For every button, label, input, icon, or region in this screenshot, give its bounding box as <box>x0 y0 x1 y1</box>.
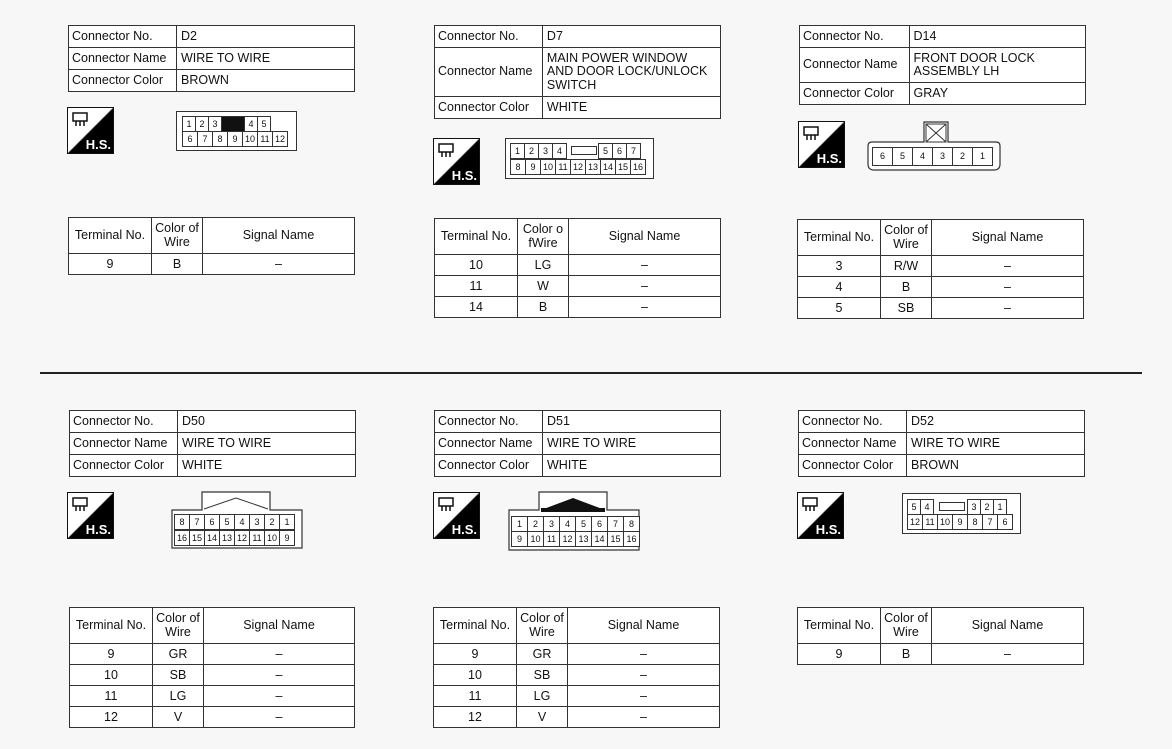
connector-no-label: Connector No. <box>799 411 907 433</box>
color-of-wire-header: Color of Wire <box>517 608 568 644</box>
terminal-no-header: Terminal No. <box>70 608 153 644</box>
harness-side-icon <box>67 492 114 539</box>
pin: 2 <box>980 499 994 515</box>
connector-no-value: D2 <box>177 26 355 48</box>
terminal-no: 11 <box>434 686 517 707</box>
terminal-no: 9 <box>798 644 881 665</box>
terminal-no: 10 <box>70 665 153 686</box>
pin: 3 <box>208 116 222 132</box>
pin: 9 <box>525 159 541 175</box>
pin: 3 <box>538 143 553 159</box>
wire-color: V <box>153 707 204 728</box>
connector-no-value: D50 <box>178 411 356 433</box>
pin: 10 <box>242 131 258 147</box>
table-row <box>70 686 355 707</box>
pin: 4 <box>559 516 576 532</box>
pin: 1 <box>279 514 295 530</box>
pin: 7 <box>607 516 624 532</box>
pin-row-bottom-d51 <box>512 531 640 547</box>
pin: 8 <box>212 131 228 147</box>
signal-name-header: Signal Name <box>204 608 355 644</box>
pin: 16 <box>630 159 646 175</box>
pin: 11 <box>922 514 938 530</box>
terminal-table-d52 <box>797 607 1084 665</box>
signal-name: – <box>204 686 355 707</box>
pin: 5 <box>598 143 613 159</box>
terminal-table-d50 <box>69 607 355 728</box>
terminal-no: 12 <box>434 707 517 728</box>
wire-color: B <box>518 297 569 318</box>
connector-name-label: Connector Name <box>70 433 178 455</box>
connector-info-table-d2 <box>68 25 355 92</box>
signal-name: – <box>568 707 720 728</box>
pin: 10 <box>937 514 953 530</box>
pin: 12 <box>272 131 288 147</box>
connector-color-value: WHITE <box>543 455 721 477</box>
wire-color: SB <box>517 665 568 686</box>
pin: 14 <box>591 531 608 547</box>
pin: 2 <box>524 143 539 159</box>
plug-icon <box>71 496 91 514</box>
signal-name: – <box>569 297 721 318</box>
table-row <box>798 644 1084 665</box>
pin: 12 <box>234 530 250 546</box>
connector-color-label: Connector Color <box>799 455 907 477</box>
connector-no-label: Connector No. <box>70 411 178 433</box>
pin-keyway <box>569 143 599 157</box>
terminal-no: 11 <box>70 686 153 707</box>
pin: 5 <box>219 514 235 530</box>
pin: 11 <box>257 131 273 147</box>
pin: 10 <box>540 159 556 175</box>
wire-color: SB <box>881 298 932 319</box>
connector-face-d7 <box>505 138 654 179</box>
connector-name-value: WIRE TO WIRE <box>907 433 1085 455</box>
pin: 7 <box>982 514 998 530</box>
hs-label: H.S. <box>815 522 841 537</box>
signal-name: – <box>204 665 355 686</box>
pin: 7 <box>189 514 205 530</box>
connector-color-value: GRAY <box>909 83 1085 105</box>
terminal-no: 14 <box>435 297 518 318</box>
table-row <box>434 665 720 686</box>
plug-icon <box>801 496 821 514</box>
pin: 1 <box>993 499 1007 515</box>
pin: 5 <box>257 116 271 132</box>
pin: 2 <box>527 516 544 532</box>
harness-side-icon <box>433 138 480 185</box>
pin: 2 <box>195 116 209 132</box>
signal-name: – <box>569 276 721 297</box>
signal-name: – <box>932 256 1084 277</box>
signal-name-header: Signal Name <box>203 218 355 254</box>
pin: 9 <box>279 530 295 546</box>
pin: 8 <box>510 159 526 175</box>
pin-row-top-d50 <box>175 514 295 530</box>
pin: 3 <box>249 514 265 530</box>
pin: 6 <box>872 147 893 166</box>
wire-color: V <box>517 707 568 728</box>
signal-name: – <box>204 644 355 665</box>
connector-info-table-d52 <box>798 410 1085 477</box>
terminal-no: 9 <box>69 254 152 275</box>
table-row <box>435 255 721 276</box>
signal-name: – <box>203 254 355 275</box>
pin: 15 <box>607 531 624 547</box>
terminal-table-d14 <box>797 219 1084 319</box>
table-row <box>70 665 355 686</box>
wire-color: B <box>881 277 932 298</box>
harness-side-icon <box>67 107 114 154</box>
pin: 9 <box>511 531 528 547</box>
connector-face-d2 <box>176 111 297 151</box>
pin: 4 <box>244 116 258 132</box>
signal-name: – <box>932 644 1084 665</box>
connector-no-value: D51 <box>543 411 721 433</box>
pin: 1 <box>510 143 525 159</box>
connector-color-value: WHITE <box>178 455 356 477</box>
pin: 16 <box>174 530 190 546</box>
connector-color-value: BROWN <box>177 70 355 92</box>
signal-name: – <box>568 644 720 665</box>
table-row <box>435 276 721 297</box>
connector-name-value: WIRE TO WIRE <box>543 433 721 455</box>
pin: 11 <box>249 530 265 546</box>
plug-icon <box>71 111 91 129</box>
pin: 4 <box>912 147 933 166</box>
pin: 4 <box>234 514 250 530</box>
connector-name-label: Connector Name <box>435 433 543 455</box>
wire-color: LG <box>153 686 204 707</box>
plug-icon <box>802 125 822 143</box>
connector-color-label: Connector Color <box>69 70 177 92</box>
pin: 9 <box>952 514 968 530</box>
plug-icon <box>437 142 457 160</box>
hs-label: H.S. <box>451 168 477 183</box>
connector-info-table-d51 <box>434 410 721 477</box>
pin-keyway <box>936 499 968 513</box>
terminal-no: 10 <box>435 255 518 276</box>
pin: 12 <box>570 159 586 175</box>
connector-no-label: Connector No. <box>435 411 543 433</box>
table-row <box>434 686 720 707</box>
wire-color: GR <box>517 644 568 665</box>
pin-row-top-d51 <box>512 516 640 532</box>
pin: 13 <box>575 531 592 547</box>
pin: 8 <box>174 514 190 530</box>
pin: 3 <box>543 516 560 532</box>
signal-name: – <box>568 686 720 707</box>
pin: 4 <box>552 143 567 159</box>
hs-label: H.S. <box>451 522 477 537</box>
pin: 2 <box>264 514 280 530</box>
connector-no-value: D14 <box>909 26 1085 48</box>
hs-label: H.S. <box>85 522 111 537</box>
signal-name: – <box>932 277 1084 298</box>
pin-keyway <box>221 116 245 132</box>
pin: 13 <box>219 530 235 546</box>
pin: 15 <box>615 159 631 175</box>
connector-name-label: Connector Name <box>799 433 907 455</box>
signal-name: – <box>204 707 355 728</box>
connector-color-label: Connector Color <box>800 83 910 105</box>
table-row <box>70 644 355 665</box>
pin: 7 <box>197 131 213 147</box>
pin: 1 <box>511 516 528 532</box>
pin: 6 <box>204 514 220 530</box>
pin: 11 <box>543 531 560 547</box>
wire-color: SB <box>153 665 204 686</box>
connector-name-label: Connector Name <box>69 48 177 70</box>
table-row <box>435 297 721 318</box>
pin: 14 <box>204 530 220 546</box>
connector-no-value: D7 <box>542 26 720 48</box>
terminal-no: 12 <box>70 707 153 728</box>
pin: 9 <box>227 131 243 147</box>
connector-color-label: Connector Color <box>70 455 178 477</box>
connector-color-label: Connector Color <box>435 97 543 119</box>
pin: 10 <box>264 530 280 546</box>
signal-name-header: Signal Name <box>569 219 721 255</box>
wire-color: B <box>881 644 932 665</box>
connector-name-value: FRONT DOOR LOCK ASSEMBLY LH <box>909 48 1085 83</box>
signal-name: – <box>568 665 720 686</box>
terminal-no: 5 <box>798 298 881 319</box>
section-divider <box>40 372 1142 374</box>
signal-name-header: Signal Name <box>568 608 720 644</box>
terminal-table-d2 <box>68 217 355 275</box>
terminal-no: 11 <box>435 276 518 297</box>
terminal-table-d51 <box>433 607 720 728</box>
color-of-wire-header: Color of Wire <box>881 220 932 256</box>
pin: 5 <box>575 516 592 532</box>
pin: 5 <box>907 499 921 515</box>
wire-color: W <box>518 276 569 297</box>
signal-name-header: Signal Name <box>932 220 1084 256</box>
connector-info-table-d50 <box>69 410 356 477</box>
connector-color-value: BROWN <box>907 455 1085 477</box>
pin: 6 <box>997 514 1013 530</box>
terminal-no: 4 <box>798 277 881 298</box>
wire-color: B <box>152 254 203 275</box>
connector-color-value: WHITE <box>542 97 720 119</box>
pin: 8 <box>623 516 640 532</box>
pin-row-d14 <box>873 147 993 166</box>
table-row <box>69 254 355 275</box>
connector-no-label: Connector No. <box>800 26 910 48</box>
connector-name-label: Connector Name <box>435 48 543 97</box>
table-row <box>798 256 1084 277</box>
pin: 15 <box>189 530 205 546</box>
table-row <box>70 707 355 728</box>
pin: 10 <box>527 531 544 547</box>
pin: 3 <box>932 147 953 166</box>
pin: 6 <box>612 143 627 159</box>
pin: 12 <box>907 514 923 530</box>
table-row <box>798 277 1084 298</box>
connector-name-value: MAIN POWER WINDOW AND DOOR LOCK/UNLOCK SWITCH <box>542 48 720 97</box>
signal-name: – <box>932 298 1084 319</box>
terminal-no-header: Terminal No. <box>435 219 518 255</box>
wire-color: LG <box>517 686 568 707</box>
connector-color-label: Connector Color <box>435 455 543 477</box>
terminal-no: 3 <box>798 256 881 277</box>
pin: 1 <box>182 116 196 132</box>
pin: 14 <box>600 159 616 175</box>
signal-name-header: Signal Name <box>932 608 1084 644</box>
terminal-no-header: Terminal No. <box>69 218 152 254</box>
color-of-wire-header: Color of Wire <box>152 218 203 254</box>
pin: 12 <box>559 531 576 547</box>
connector-no-value: D52 <box>907 411 1085 433</box>
pin: 2 <box>952 147 973 166</box>
terminal-no-header: Terminal No. <box>434 608 517 644</box>
connector-no-label: Connector No. <box>69 26 177 48</box>
wire-color: LG <box>518 255 569 276</box>
pin: 13 <box>585 159 601 175</box>
pin: 8 <box>967 514 983 530</box>
color-of-wire-header: Color of Wire <box>153 608 204 644</box>
pin: 6 <box>182 131 198 147</box>
connector-name-value: WIRE TO WIRE <box>177 48 355 70</box>
connector-name-label: Connector Name <box>800 48 910 83</box>
terminal-no: 9 <box>434 644 517 665</box>
connector-face-d52 <box>902 493 1021 534</box>
connector-info-table-d14 <box>799 25 1086 105</box>
harness-side-icon <box>797 492 844 539</box>
wire-color: R/W <box>881 256 932 277</box>
table-row <box>798 298 1084 319</box>
color-of-wire-header: Color of Wire <box>881 608 932 644</box>
terminal-no-header: Terminal No. <box>798 608 881 644</box>
pin: 16 <box>623 531 640 547</box>
harness-side-icon <box>433 492 480 539</box>
pin: 5 <box>892 147 913 166</box>
pin: 4 <box>920 499 934 515</box>
pin: 11 <box>555 159 571 175</box>
table-row <box>434 644 720 665</box>
pin-row-bottom-d50 <box>175 530 295 546</box>
terminal-no: 9 <box>70 644 153 665</box>
connector-no-label: Connector No. <box>435 26 543 48</box>
harness-side-icon <box>798 121 845 168</box>
pin: 1 <box>972 147 993 166</box>
wire-color: GR <box>153 644 204 665</box>
terminal-table-d7 <box>434 218 721 318</box>
plug-icon <box>437 496 457 514</box>
pin: 6 <box>591 516 608 532</box>
pin: 7 <box>626 143 641 159</box>
signal-name: – <box>569 255 721 276</box>
terminal-no: 10 <box>434 665 517 686</box>
hs-label: H.S. <box>85 137 111 152</box>
connector-info-table-d7 <box>434 25 721 119</box>
color-of-wire-header: Color o fWire <box>518 219 569 255</box>
hs-label: H.S. <box>816 151 842 166</box>
pin: 3 <box>967 499 981 515</box>
table-row <box>434 707 720 728</box>
connector-name-value: WIRE TO WIRE <box>178 433 356 455</box>
terminal-no-header: Terminal No. <box>798 220 881 256</box>
